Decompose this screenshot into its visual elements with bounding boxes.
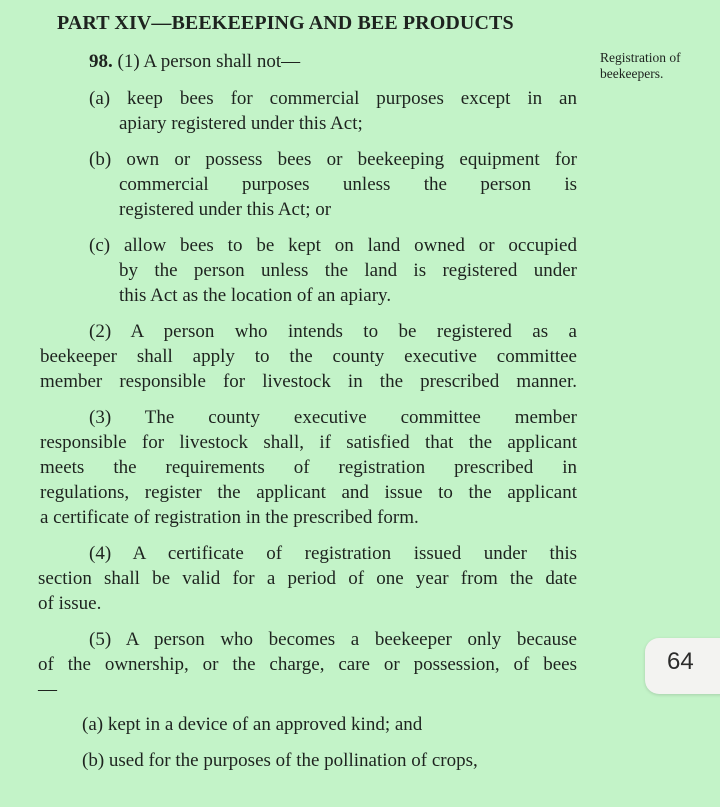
paragraph-line: (b) own or possess bees or beekeeping equipment for (89, 149, 577, 170)
subsection-line: responsible for livestock shall, if satisfied that the applicant (40, 432, 577, 453)
subsection-line: section shall be valid for a period of one year from the date (38, 568, 577, 589)
page-number: 64 (667, 648, 694, 675)
subsection-line: beekeeper shall apply to the county executive committee (40, 346, 577, 367)
paragraph-line: (a) keep bees for commercial purposes except in an (89, 88, 577, 109)
subsection-line: — (38, 679, 57, 700)
subsection-line: meets the requirements of registration prescribed in (40, 457, 577, 478)
paragraph-line: (a) kept in a device of an approved kind; and (82, 714, 423, 735)
subsection-line: a certificate of registration in the prescribed form. (40, 507, 419, 528)
subsection-line: member responsible for livestock in the prescribed manner. (40, 371, 577, 392)
paragraph-line: registered under this Act; or (119, 199, 332, 220)
margin-note-line: Registration of (600, 50, 681, 65)
margin-note (600, 50, 710, 82)
subsection-line: (4) A certificate of registration issued under this (89, 543, 577, 564)
paragraph-line: by the person unless the land is registered under (119, 260, 577, 281)
subsection-line: regulations, register the applicant and issue to the applicant (40, 482, 577, 503)
subsection-line: of issue. (38, 593, 102, 614)
subsection-line: (3) The county executive committee member (89, 407, 577, 428)
paragraph-line: this Act as the location of an apiary. (119, 285, 392, 306)
section-number: 98. (89, 51, 113, 72)
part-title: PART XIV—BEEKEEPING AND BEE PRODUCTS (57, 12, 514, 34)
section-lead: (1) A person shall not— (117, 51, 301, 72)
paragraph-line: apiary registered under this Act; (119, 113, 363, 134)
subsection-line: (5) A person who becomes a beekeeper only because (89, 629, 577, 650)
paragraph-line: (b) used for the purposes of the pollination of crops, (82, 750, 478, 771)
margin-note-line: beekeepers. (600, 66, 664, 81)
subsection-line: of the ownership, or the charge, care or possession, of bees (38, 654, 577, 675)
subsection-line: (2) A person who intends to be registered as a (89, 321, 577, 342)
paragraph-line: (c) allow bees to be kept on land owned or occupied (89, 235, 577, 256)
paragraph-line: commercial purposes unless the person is (119, 174, 577, 195)
page-number-badge[interactable] (645, 638, 720, 694)
section-heading (89, 50, 300, 74)
